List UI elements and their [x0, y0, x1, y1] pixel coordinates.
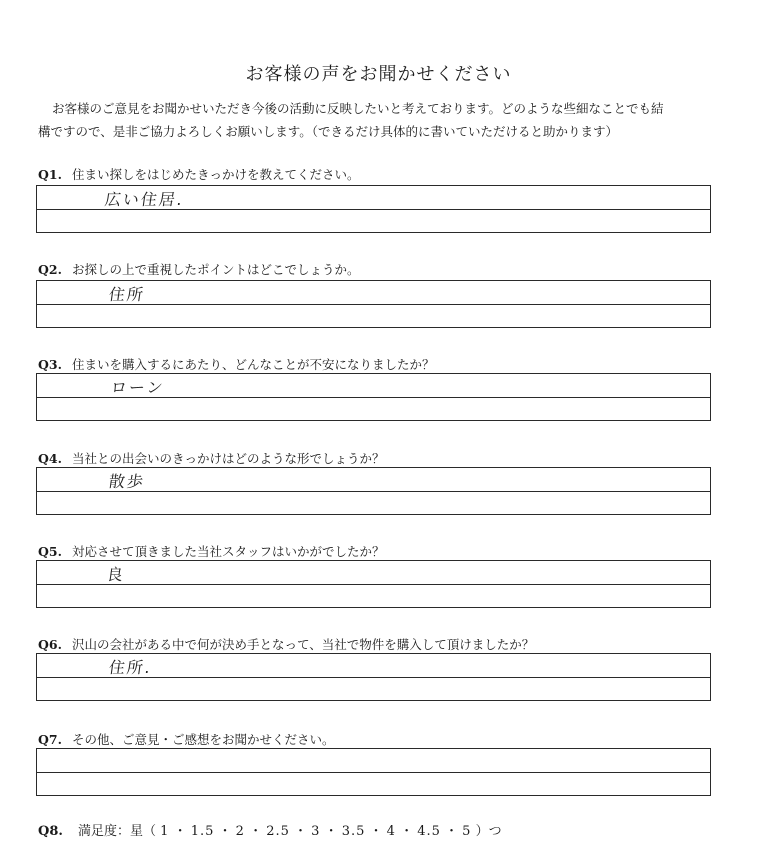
- answer-box-2[interactable]: [36, 280, 711, 328]
- intro-text: [38, 97, 728, 143]
- question-number: Q4.: [38, 451, 62, 466]
- question-number: Q8.: [38, 824, 63, 839]
- answer-box-7[interactable]: [36, 748, 711, 796]
- question-number: Q3.: [38, 357, 62, 372]
- handwritten-answer: 良: [105, 565, 127, 584]
- rating-suffix: ）つ: [475, 824, 502, 839]
- question-number: Q5.: [38, 544, 62, 559]
- handwritten-answer: ローン: [109, 378, 166, 397]
- question-number: Q1.: [38, 167, 62, 182]
- question-4: [38, 449, 385, 467]
- answer-box-3[interactable]: [36, 373, 711, 421]
- rating-option[interactable]: 2: [235, 824, 245, 839]
- answer-box-6[interactable]: [36, 653, 711, 701]
- handwritten-answer: 広い住居.: [103, 190, 186, 209]
- answer-box-4[interactable]: [36, 467, 711, 515]
- question-text: 住まいを購入するにあたり、どんなことが不安になりましたか？: [72, 357, 435, 372]
- question-number: Q2.: [38, 262, 62, 277]
- question-number: Q6.: [38, 637, 62, 652]
- question-text: その他、ご意見・ご感想をお聞かせください。: [72, 732, 335, 747]
- handwritten-answer: 散歩: [107, 472, 147, 491]
- question-7: [38, 730, 335, 748]
- rating-option[interactable]: 4: [386, 824, 396, 839]
- question-text: 対応させて頂きました当社スタッフはいかがでしたか？: [72, 544, 385, 559]
- rating-option[interactable]: 3.5: [341, 824, 366, 839]
- rating-option[interactable]: 1.5: [190, 824, 215, 839]
- rating-option[interactable]: 4.5: [417, 824, 441, 839]
- rating-label: 満足度：星（: [78, 824, 157, 839]
- rating-option[interactable]: 3: [311, 824, 321, 839]
- question-3: [38, 355, 435, 373]
- rating-option[interactable]: 2.5: [266, 824, 290, 839]
- question-1: [38, 165, 360, 183]
- answer-box-5[interactable]: [36, 560, 711, 608]
- question-text: お探しの上で重視したポイントはどこでしょうか。: [72, 262, 360, 277]
- question-5: [38, 542, 385, 560]
- intro-line-1: お客様のご意見をお聞かせいただき今後の活動に反映したいと考えております。どのような些細なことでも結: [52, 101, 664, 116]
- handwritten-answer: 住所.: [107, 658, 154, 677]
- satisfaction-rating: Q8. 満足度：星（ 1 ・ 1.5 ・ 2 ・ 2.5 ・ 3 ・ 3.5 ・ 4 ・ 4.5 ・ 5 ）つ: [38, 824, 502, 839]
- question-text: 住まい探しをはじめたきっかけを教えてください。: [72, 167, 360, 182]
- handwritten-answer: 住所: [107, 285, 147, 304]
- answer-box-1[interactable]: [36, 185, 711, 233]
- page-title: お客様の声をお聞かせください: [245, 64, 512, 85]
- question-text: 当社との出会いのきっかけはどのような形でしょうか？: [72, 451, 385, 466]
- rating-option[interactable]: 5: [462, 824, 472, 839]
- question-text: 沢山の会社がある中で何が決め手となって、当社で物件を購入して頂けましたか？: [72, 637, 535, 652]
- rating-option[interactable]: 1: [160, 824, 170, 839]
- question-2: [38, 260, 360, 278]
- question-6: [38, 635, 534, 653]
- question-number: Q7.: [38, 732, 62, 747]
- intro-line-2: 構ですので、是非ご協力よろしくお願いします。（できるだけ具体的に書いていただけると助かります）: [38, 124, 619, 139]
